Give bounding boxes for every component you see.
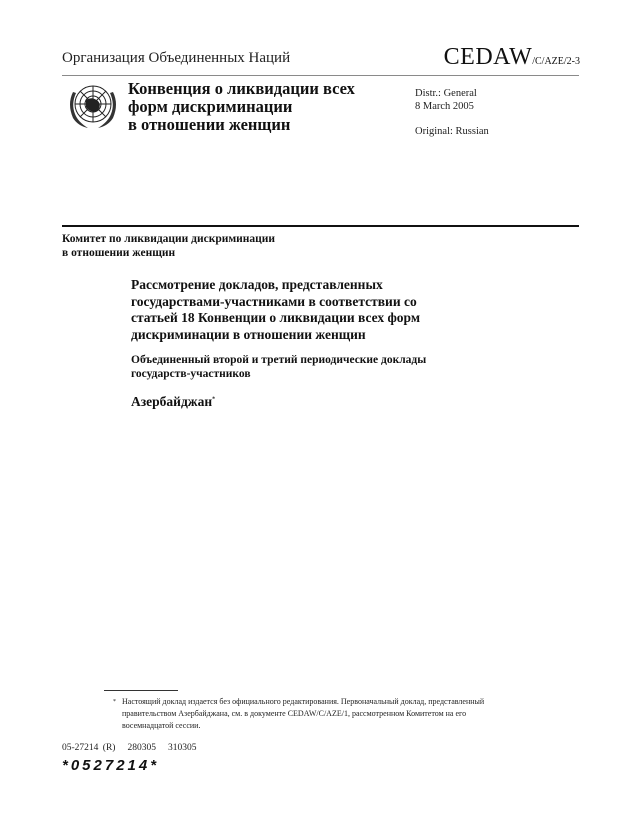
original-language: Original: Russian <box>415 126 489 137</box>
distribution-info <box>415 87 489 138</box>
print-date-1: 280305 <box>127 743 156 753</box>
footnote <box>113 696 512 732</box>
organization-name: Организация Объединенных Наций <box>62 50 291 66</box>
main-title-line: государствами-участниками в соответствии со <box>131 293 417 309</box>
job-number: 05-27214 (R) <box>62 743 116 753</box>
footnote-reference[interactable]: * <box>212 396 216 403</box>
convention-title <box>128 80 398 134</box>
country-name <box>131 394 215 410</box>
committee-line: Комитет по ликвидации дискриминации <box>62 233 276 245</box>
print-date-2: 310305 <box>167 743 197 753</box>
subtitle-line: государств-участников <box>131 367 251 380</box>
section-rule <box>62 225 579 227</box>
footnote-text: Настоящий доклад издается без официального редактирования. Первоначальный доклад, представленный правительством Азербайджана, см. в документе CEDAW/C/AZE/1, рассмотренном Комитетом на его восемнадцатой сессии. <box>122 697 485 730</box>
country-label: Азербайджан <box>131 394 213 409</box>
main-title-line: Рассмотрение докладов, представленных <box>131 277 383 292</box>
footnote-mark: * <box>113 699 116 705</box>
main-title <box>131 277 461 343</box>
main-title-line: дискриминации в отношении женщин <box>131 326 366 342</box>
convention-title-line: в отношении женщин <box>128 115 291 134</box>
header-rule <box>62 75 579 76</box>
barcode: *0527214* <box>62 757 160 774</box>
document-symbol <box>444 44 580 71</box>
committee-line: в отношении женщин <box>62 247 176 259</box>
distribution: Distr.: General <box>415 88 477 99</box>
issue-date: 8 March 2005 <box>415 101 474 112</box>
subtitle <box>131 354 471 381</box>
footnote-separator <box>104 690 178 691</box>
convention-title-line: форм дискриминации <box>128 97 293 116</box>
committee-name <box>62 232 275 260</box>
subtitle-line: Объединенный второй и третий периодические доклады <box>131 354 427 366</box>
convention-title-line: Конвенция о ликвидации всех <box>128 79 355 98</box>
un-emblem-icon <box>64 78 122 134</box>
main-title-line: статьей 18 Конвенции о ликвидации всех форм <box>131 310 421 325</box>
job-number-line <box>62 743 208 753</box>
symbol-suffix: /C/AZE/2-3 <box>532 56 580 67</box>
symbol-main: CEDAW <box>443 44 533 70</box>
